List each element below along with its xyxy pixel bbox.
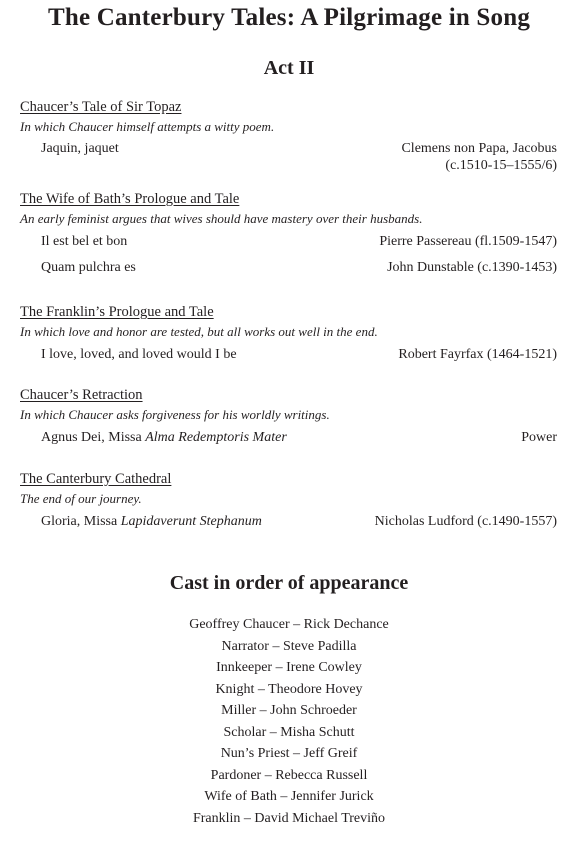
section-title: Chaucer’s Tale of Sir Topaz bbox=[20, 99, 182, 115]
cast-item: Scholar – Misha Schutt bbox=[223, 724, 355, 740]
piece-title: I love, loved, and loved would I be bbox=[41, 347, 237, 362]
section-description: In which love and honor are tested, but all works out well in the end. bbox=[20, 324, 378, 339]
piece-row bbox=[20, 346, 557, 363]
piece-composer: Pierre Passereau (fl.1509-1547) bbox=[379, 234, 557, 249]
cast-item: Geoffrey Chaucer – Rick Dechance bbox=[189, 617, 389, 632]
piece-title: Jaquin, jaquet bbox=[41, 141, 119, 156]
piece-title: Agnus Dei, Missa Alma Redemptoris Mater bbox=[41, 430, 287, 445]
section-title: Chaucer’s Retraction bbox=[20, 387, 143, 403]
cast-item: Wife of Bath – Jennifer Jurick bbox=[204, 789, 374, 804]
cast-heading: Cast in order of appearance bbox=[169, 572, 409, 594]
section-cathedral bbox=[20, 471, 557, 530]
act-heading: Act II bbox=[263, 57, 315, 79]
section-wife-of-bath bbox=[20, 191, 557, 276]
cast-item: Narrator – Steve Padilla bbox=[221, 638, 357, 654]
section-sir-topaz bbox=[20, 99, 557, 174]
piece-title: Il est bel et bon bbox=[41, 234, 128, 249]
section-title: The Wife of Bath’s Prologue and Tale bbox=[20, 191, 240, 207]
piece-row bbox=[20, 140, 557, 174]
piece-composer: Power bbox=[521, 430, 557, 445]
cast-item: Franklin – David Michael Treviño bbox=[192, 810, 386, 826]
section-franklin bbox=[20, 304, 557, 363]
cast-item: Innkeeper – Irene Cowley bbox=[216, 660, 362, 675]
piece-composer: John Dunstable (c.1390-1453) bbox=[387, 260, 557, 275]
piece-composer: Nicholas Ludford (c.1490-1557) bbox=[374, 514, 557, 529]
section-description: The end of our journey. bbox=[20, 491, 142, 506]
piece-row bbox=[20, 259, 557, 276]
piece-row bbox=[20, 233, 557, 250]
section-description: In which Chaucer himself attempts a witty poem. bbox=[20, 119, 275, 134]
cast-list bbox=[0, 614, 578, 829]
piece-composer: Robert Fayrfax (1464-1521) bbox=[398, 347, 557, 362]
cast-item: Knight – Theodore Hovey bbox=[215, 681, 363, 697]
cast-item: Nun’s Priest – Jeff Greif bbox=[220, 746, 358, 761]
section-title: The Canterbury Cathedral bbox=[20, 471, 172, 487]
piece-row bbox=[20, 429, 557, 446]
program-title: The Canterbury Tales: A Pilgrimage in Song bbox=[47, 4, 531, 31]
cast-item: Miller – John Schroeder bbox=[221, 703, 357, 718]
section-description: In which Chaucer asks forgiveness for his worldly writings. bbox=[20, 407, 330, 422]
piece-title: Gloria, Missa Lapidaverunt Stephanum bbox=[41, 514, 262, 529]
section-description: An early feminist argues that wives should have mastery over their husbands. bbox=[20, 211, 423, 226]
section-retraction bbox=[20, 387, 557, 446]
piece-title: Quam pulchra es bbox=[41, 260, 136, 275]
cast-item: Pardoner – Rebecca Russell bbox=[210, 767, 368, 783]
piece-composer: Clemens non Papa, Jacobus (c.1510-15–1555/6) bbox=[401, 141, 557, 173]
piece-row bbox=[20, 513, 557, 530]
section-title: The Franklin’s Prologue and Tale bbox=[20, 304, 214, 320]
